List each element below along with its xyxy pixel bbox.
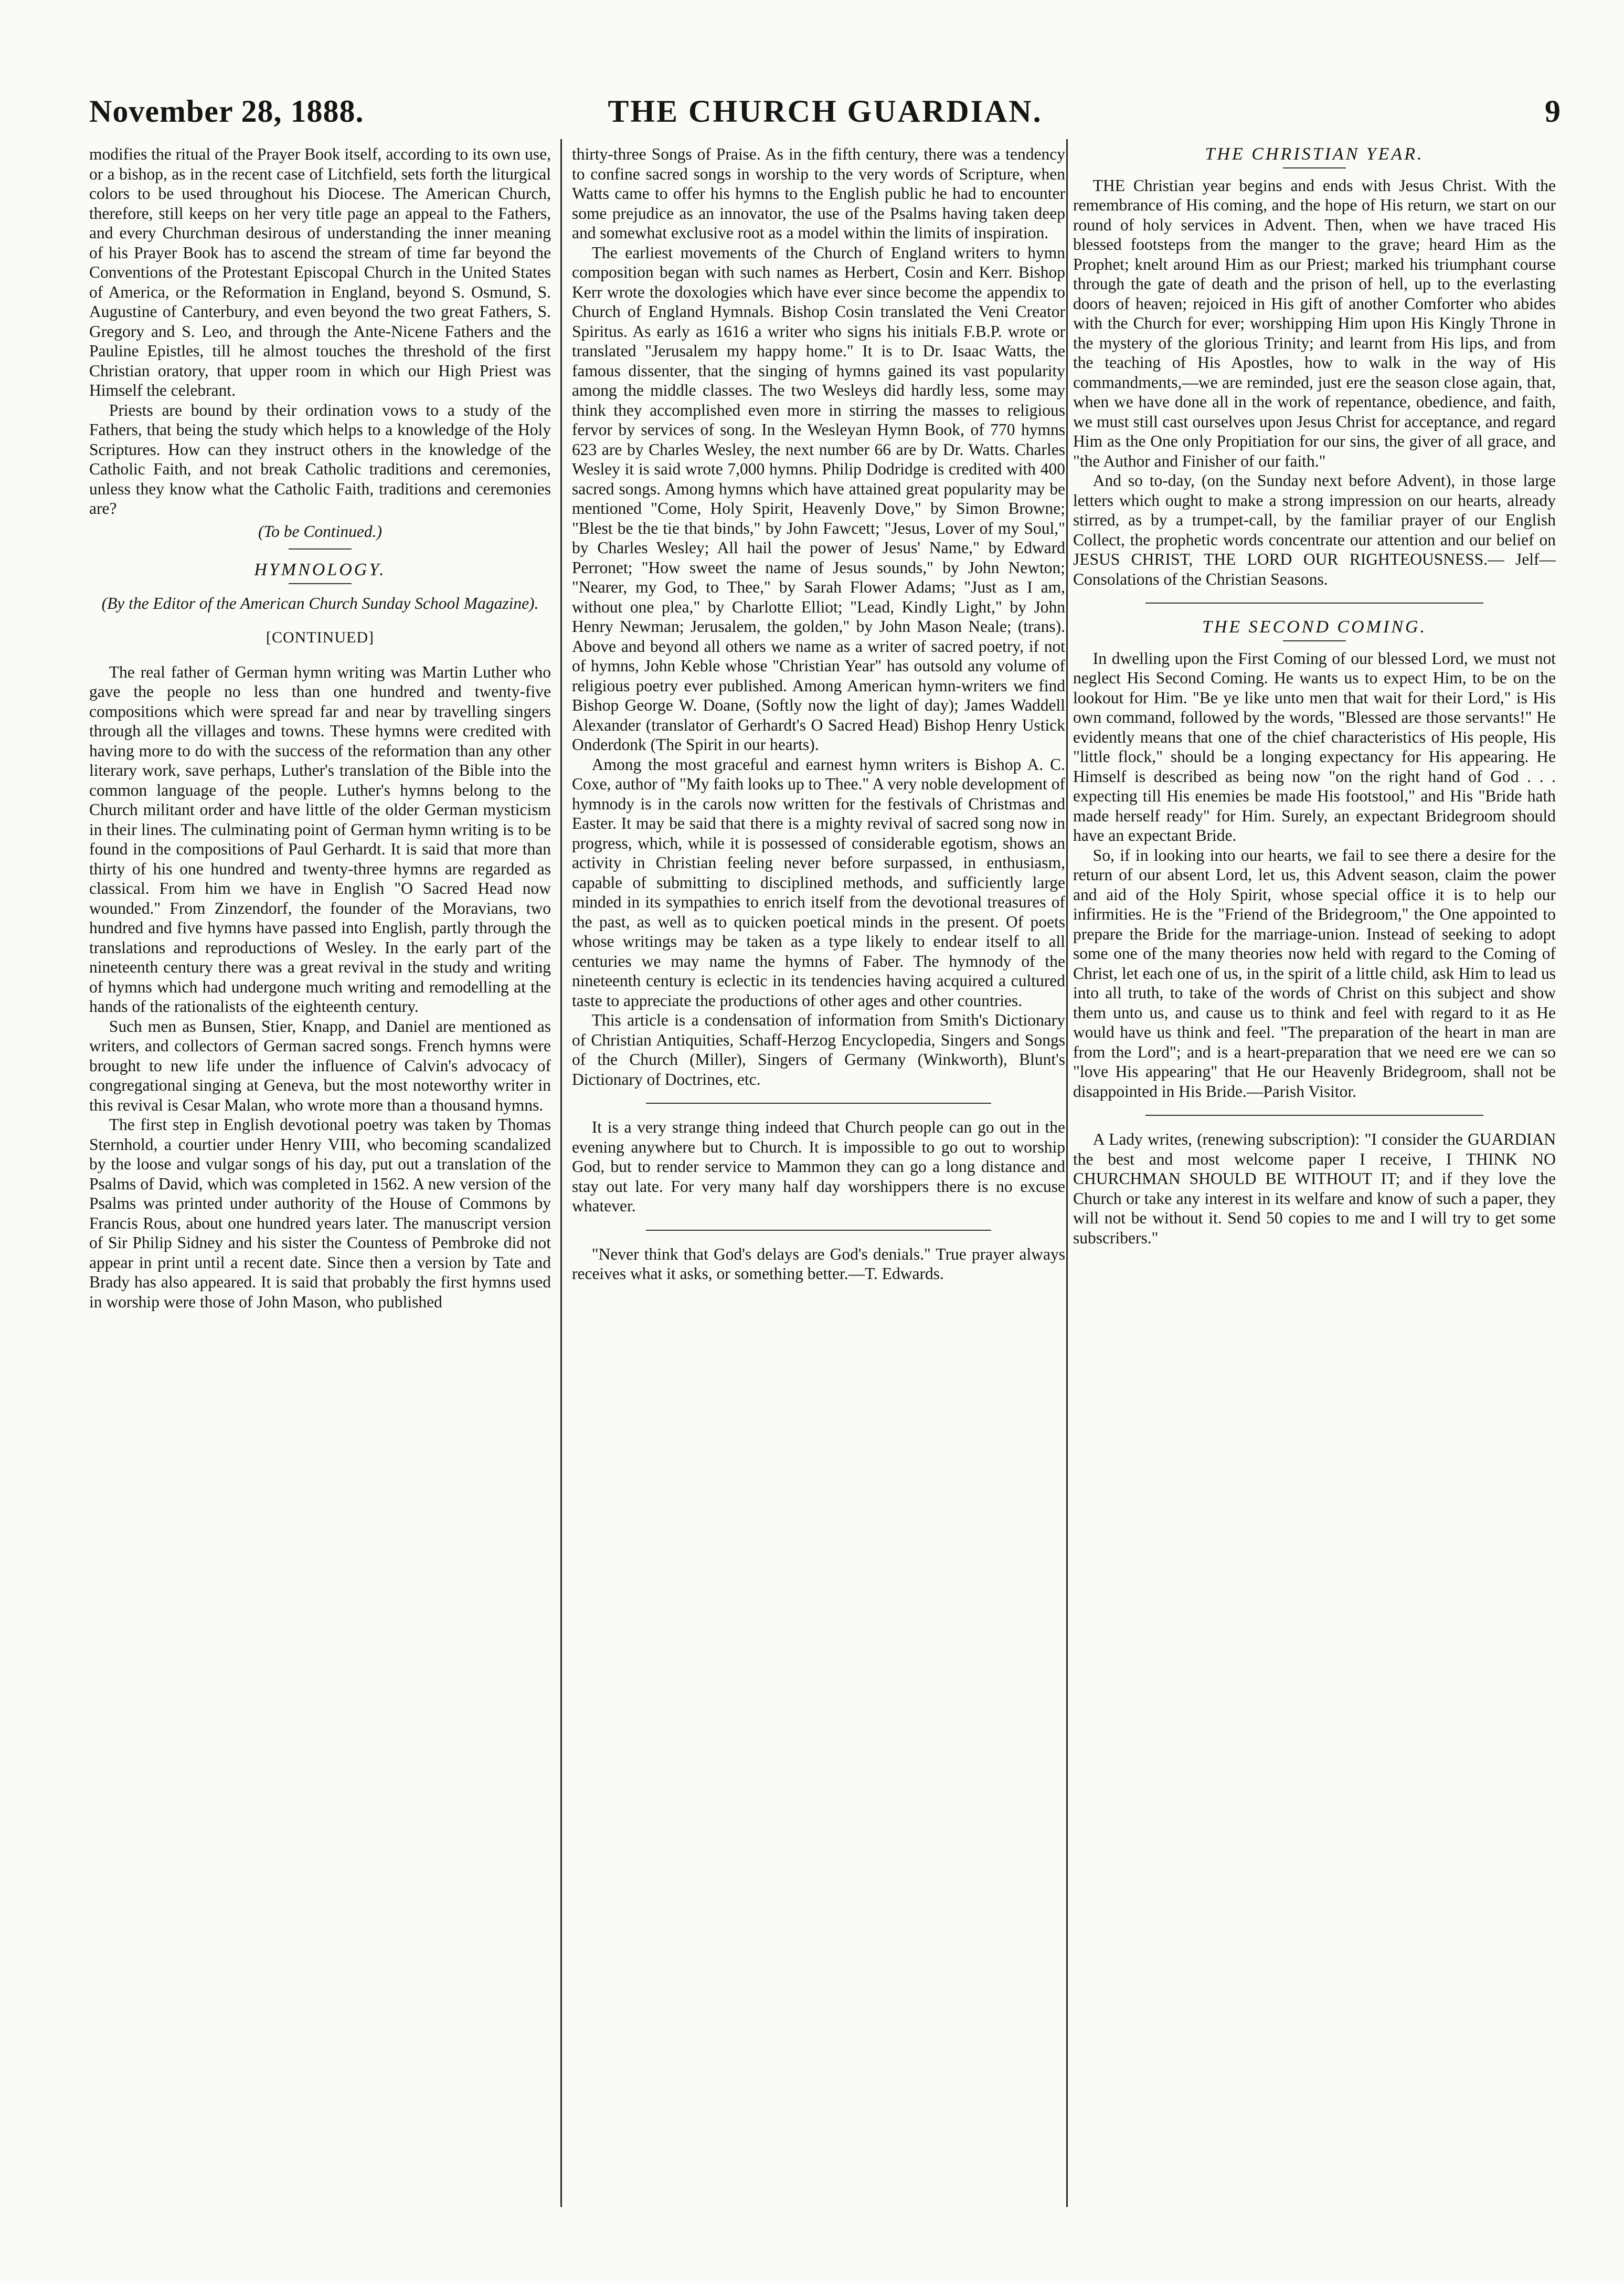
paragraph: This article is a condensation of information from Smith's Dictionary of Christian Antiquities, Schaff-Herzog Encyclopedia, Singers and Songs of the Church (Miller), Singers of Germany (Winkworth), Blunt's Dictionary of Doctrines, etc. [572,1011,1065,1089]
paragraph: The first step in English devotional poetry was taken by Thomas Sternhold, a courtier under Henry VIII, who becoming scandalized by the loose and vulgar songs of his day, put out a translation of the Psalms of David, which was completed in 1562. A new version of the Psalms was printed under authority of the House of Commons by Francis Rous, about one hundred years later. The manuscript version of Sir Philip Sidney and his sister the Countess of Pembroke did not appear in print until a recent date. Since then a version by Tate and Brady has also appeared. It is said that probably the first hymns used in worship were those of John Mason, who published [89,1115,551,1311]
divider [1145,603,1483,604]
divider [1145,1115,1483,1116]
column-right [1073,144,1556,2202]
masthead-title: THE CHURCH GUARDIAN. [608,94,1043,129]
issue-date: November 28, 1888. [89,94,364,129]
paragraph: THE Christian year begins and ends with Jesus Christ. With the remembrance of His coming, and the hope of His return, we start on our round of holy services in Advent. Then, when we have traced His blessed footsteps from the manger to the grave; heard Him as the Prophet; knelt around Him as our Priest; marked his triumphant course through the gate of death and the prison of hell, up to the everlasting doors of heaven; rejoiced in His gift of another Comforter who abides with the Church for ever; worshipping Him upon His Kingly Throne in the mystery of the glorious Trinity; and learnt from His lips, and from the teaching of His Apostles, how to walk in the way of His commandments,—we are reminded, just ere the season close again, that, when we have done all in the work of repentance, obedience, and faith, we must still cast ourselves upon Jesus Christ for acceptance, and regard Him as the One only Propitiation for our sins, the giver of all grace, and "the Author and Finisher of our faith." [1073,176,1556,470]
paragraph: The earliest movements of the Church of England writers to hymn composition began with such names as Herbert, Cosin and Kerr. Bishop Kerr wrote the doxologies which have ever since become the appendix to Church of England Hymnals. Bishop Cosin translated the Veni Creator Spiritus. As early as 1616 a writer who signs his initials F.B.P. wrote or translated "Jerusalem my happy home." It is to Dr. Isaac Watts, the famous dissenter, that the singing of hymns gained its vast popularity among the middle classes. The two Wesleys did hardly less, some may think they accomplished even more in stirring the masses to religious fervor by services of song. In the Wesleyan Hymn Book, of 770 hymns 623 are by Charles Wesley, the next number 66 are by Dr. Watts. Charles Wesley it is said wrote 7,000 hymns. Philip Dodridge is credited with 400 sacred songs. Among hymns which have attained great popularity may be mentioned "Come, Holy Spirit, Heavenly Dove," by Simon Browne; "Blest be the tie that binds," by John Fawcett; "Jesus, Lover of my Soul," by Charles Wesley; All hail the power of Jesus' Name," by Edward Perronet; "How sweet the name of Jesus sounds," by John Newton; "Nearer, my God, to Thee," by Sarah Flower Adams; "Just as I am, without one plea," by Charlotte Elliot; "Lead, Kindly Light," by John Henry Newman; Jerusalem, the golden," by John Mason Neale; (trans). Above and beyond all others we name as a writer of sacred poetry, if not of hymns, John Keble whose "Christian Year" has outsold any volume of religious poetry ever published. Among American hymn-writers we find Bishop George W. Doane, (Softly now the light of day); James Waddell Alexander (translator of Gerhardt's O Sacred Head) Bishop Henry Ustick Onderdonk (The Spirit in our hearts). [572,243,1065,754]
section-title-christian-year: THE CHRISTIAN YEAR. [1205,144,1424,164]
page-number: 9 [1545,94,1561,129]
continued-marker: [CONTINUED] [266,629,374,646]
column-middle [572,144,1065,2202]
divider [646,1230,991,1231]
column-divider-2 [1066,139,1068,2207]
divider [1283,167,1346,168]
column-divider-1 [560,139,562,2207]
paragraph: Priests are bound by their ordination vows to a study of the Fathers, that being the study which helps to a knowledge of the Holy Scriptures. How can they instruct others in the knowledge of the Catholic Faith, and not break Catholic traditions and ceremonies, unless they know what the Catholic Faith, traditions and ceremonies are? [89,400,551,518]
divider [289,548,352,550]
paragraph: Among the most graceful and earnest hymn writers is Bishop A. C. Coxe, author of "My faith looks up to Thee." A very noble development of hymnody is in the carols now written for the festivals of Christmas and Easter. It may be said that there is a mighty revival of sacred song now in progress, which, while it is possessed of considerable egotism, shows an activity in Christian feeling never before surpassed, in enthusiasm, capable of submitting to disciplined methods, and sufficiently large minded in its sympathies to enrich itself from the devotional treasures of the past, as well as to quicken poetical minds in the present. Of poets whose writings may be taken as a type likely to endear itself to all centuries we may name the hymns of Faber. The hymnody of the nineteenth century is eclectic in its tendencies having acquired a cultured taste to appreciate the productions of other ages and other countries. [572,755,1065,1010]
divider [646,1103,991,1104]
paragraph: And so to-day, (on the Sunday next before Advent), in those large letters which ought to make a strong impression on our hearts, already stirred, as by a trumpet-call, by the familiar prayer of our English Collect, the prophetic words concentrate our attention and our belief on JESUS CHRIST, THE LORD OUR RIGHTEOUSNESS.— Jelf— Consolations of the Christian Seasons. [1073,471,1556,588]
paragraph: modifies the ritual of the Prayer Book itself, according to its own use, or a bishop, as in the recent case of Litchfield, sets forth the liturgical colors to be used throughout his Diocese. The American Church, therefore, still keeps on her very title page an appeal to the Fathers, and every Churchman desirous of understanding the inner meaning of his Prayer Book has to ascend the stream of time far beyond the Conventions of the Protestant Episcopal Church in the United States of America, or the Reformation in England, beyond S. Osmund, S. Augustine of Canterbury, and even beyond the two great Fathers, S. Gregory and S. Leo, and through the Ante-Nicene Fathers and the Pauline Epistles, till he almost touches the threshold of the first Christian oratory, that upper room in which our High Priest was Himself the celebrant. [89,145,551,399]
to-be-continued: (To be Continued.) [258,522,382,541]
running-head [79,93,1572,135]
divider [1283,640,1346,641]
paragraph: So, if in looking into our hearts, we fail to see there a desire for the return of our absent Lord, let us, this Advent season, claim the power and aid of the Holy Spirit, whose special office it is to help our infirmities. He is the "Friend of the Bridegroom," the One appointed to prepare the Bride for the marriage-union. Instead of seeking to adopt some one of the many theories now held with regard to the Coming of Christ, let each one of us, in the spirit of a little child, ask Him to lead us into all truth, to take of the words of Christ on this subject and show them unto us, and cause us to think and feel with regard to it as He would have us think and feel. "The preparation of the heart in man are from the Lord"; and is a heart-preparation that we need ere we can so "love His appearing" that He our Heavenly Bridegroom, shall not be disappointed in His Bride.—Parish Visitor. [1073,846,1556,1101]
quote-paragraph: "Never think that God's delays are God's denials." True prayer always receives what it asks, or something better.—T. Edwards. [572,1244,1065,1283]
byline: (By the Editor of the American Church Sunday School Magazine). [101,594,539,613]
divider [289,583,352,584]
paragraph: It is a very strange thing indeed that Church people can go out in the evening anywhere but to Church. It is impossible to go out to worship God, but to render service to Mammon they can go a long distance and stay out late. For very many half day worshippers there is no excuse whatever. [572,1118,1065,1215]
paragraph: In dwelling upon the First Coming of our blessed Lord, we must not neglect His Second Coming. He wants us to expect Him, to be on the lookout for Him. "Be ye like unto men that wait for their Lord," is His own command, followed by the words, "Blessed are those servants!" He evidently means that one of the chief characteristics of His people, His "little flock," should be a longing expectancy for His appearing. He Himself is described as being now "on the right hand of God . . . expecting till His enemies be made His footstool," and His "Bride hath made herself ready" for Him. Surely, an expectant Bridegroom should have an expectant Bride. [1073,649,1556,844]
paragraph: Such men as Bunsen, Stier, Knapp, and Daniel are mentioned as writers, and collectors of German sacred songs. French hymns were brought to new life under the influence of Calvin's advocacy of congregational singing at Geneva, but the most noteworthy writer in this revival is Cesar Malan, who wrote more than a thousand hymns. [89,1017,551,1114]
section-title-second-coming: THE SECOND COMING. [1202,617,1427,637]
paragraph: The real father of German hymn writing was Martin Luther who gave the people no less than one hundred and twenty-five compositions which were spread far and near by travelling singers through all the villages and towns. These hymns were credited with having more to do with the success of the reformation than any other literary work, save perhaps, Luther's translation of the Bible into the common language of the people. Luther's hymns belong to the Church militant order and have little of the older German mysticism in their lines. The culminating point of German hymn writing is to be found in the compositions of Paul Gerhardt. It is said that more than thirty of his one hundred and twenty-three hymns are regarded as classical. From him we have in English "O Sacred Head now wounded." From Zinzendorf, the founder of the Moravians, two hundred and five hymns have passed into English, partly through the translations and reproductions of Wesley. In the early part of the nineteenth century there was a great revival in the study and writing of hymns which had undergone much writing and remodelling at the hands of the rationalists of the eighteenth century. [89,662,551,1016]
paragraph: A Lady writes, (renewing subscription): "I consider the GUARDIAN the best and most welcome paper I receive, I THINK NO CHURCHMAN SHOULD BE WITHOUT IT; and if they love the Church or take any interest in its welfare and know of such a paper, they will not be without it. Send 50 copies to me and I will try to get some subscribers." [1073,1130,1556,1247]
section-title-hymnology: HYMNOLOGY. [254,560,386,579]
paragraph: thirty-three Songs of Praise. As in the fifth century, there was a tendency to confine sacred songs in worship to the very words of Scripture, when Watts came to offer his hymns to the English public he had to encounter some prejudice as an innovator, the use of the Psalms having taken deep and somewhat exclusive root as a model within the limits of inspiration. [572,145,1065,242]
column-left [89,144,551,2202]
